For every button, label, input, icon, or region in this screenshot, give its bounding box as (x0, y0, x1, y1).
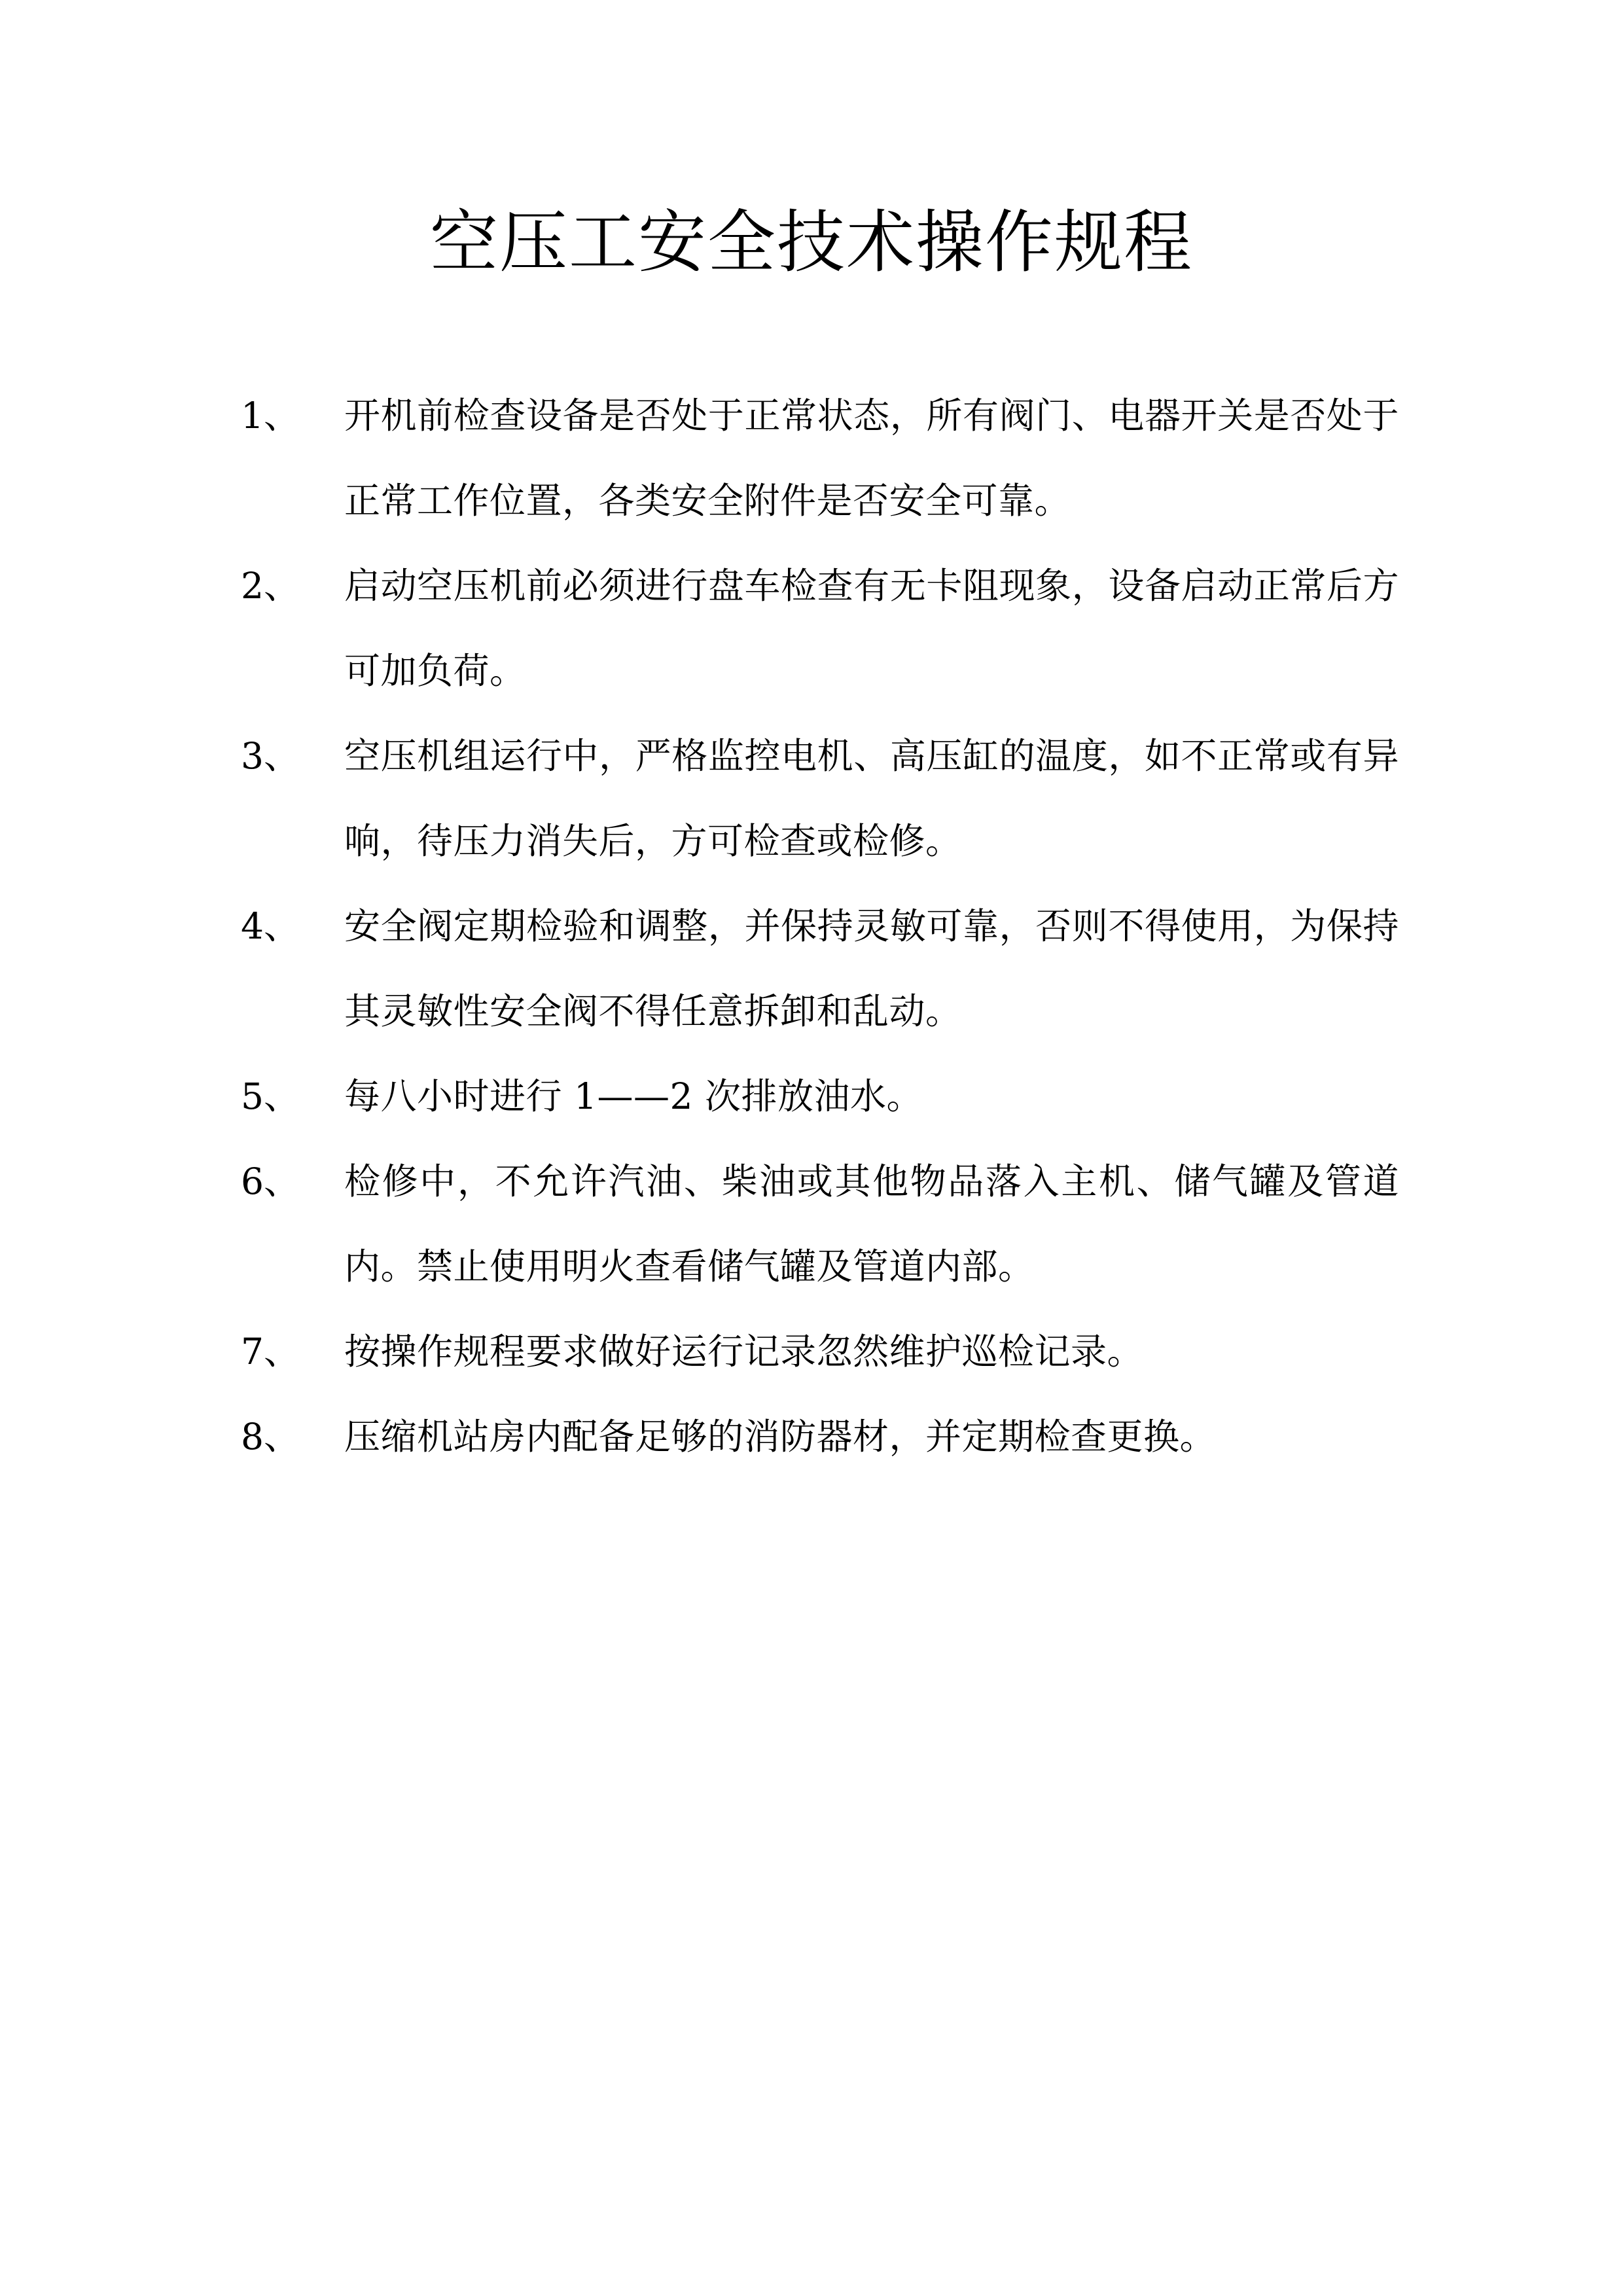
list-item (241, 373, 1399, 543)
list-item-text: 按操作规程要求做好运行记录忽然维护巡检记录。 (344, 1331, 1144, 1372)
list-item (241, 1309, 1399, 1394)
list-item-text: 启动空压机前必须进行盘车检查有无卡阻现象，设备启动正常后方可加负荷。 (344, 565, 1399, 692)
list-item-text: 空压机组运行中，严格监控电机、高压缸的温度，如不正常或有异响，待压力消失后，方可检查或检修。 (344, 735, 1399, 862)
list-item (241, 1394, 1399, 1479)
page-title: 空压工安全技术操作规程 (429, 202, 1193, 282)
list-item (241, 713, 1399, 884)
list-item-text: 开机前检查设备是否处于正常状态，所有阀门、电器开关是否处于正常工作位置，各类安全附件是否安全可靠。 (344, 395, 1399, 522)
list-item (241, 1054, 1399, 1139)
list-item-number: 8、 (241, 1416, 300, 1458)
list-item (241, 884, 1399, 1054)
list-item-number: 5、 (241, 1075, 300, 1117)
list-item-text: 检修中，不允许汽油、柴油或其他物品落入主机、储气罐及管道内。禁止使用明火查看储气罐及管道内部。 (344, 1160, 1399, 1287)
list-item-number: 6、 (241, 1160, 300, 1202)
list-item-text: 压缩机站房内配备足够的消防器材，并定期检查更换。 (344, 1416, 1217, 1458)
list-item-text: 每八小时进行 1——2 次排放油水。 (344, 1075, 923, 1117)
list-item (241, 1139, 1399, 1309)
list-item-number: 1、 (241, 395, 300, 437)
list-item (241, 543, 1399, 713)
rules-list (241, 373, 1399, 1479)
list-item-number: 2、 (241, 565, 300, 607)
list-item-number: 3、 (241, 735, 300, 777)
list-item-number: 7、 (241, 1331, 300, 1372)
list-item-text: 安全阀定期检验和调整，并保持灵敏可靠，否则不得使用，为保持其灵敏性安全阀不得任意拆卸和乱动。 (344, 905, 1399, 1032)
list-item-number: 4、 (241, 905, 300, 947)
